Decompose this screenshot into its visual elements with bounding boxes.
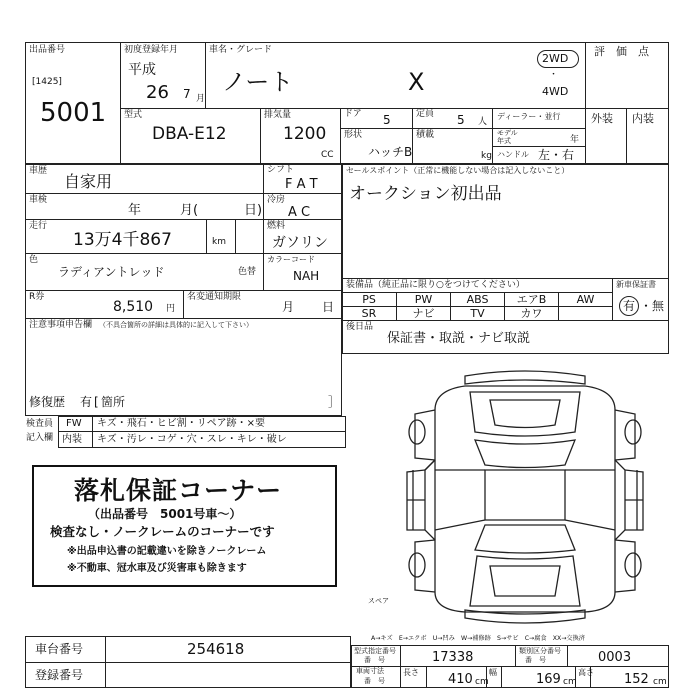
equipment-row-1 bbox=[342, 292, 612, 307]
spare-label: スペア bbox=[368, 597, 389, 605]
inspector-label-1: 検査員 bbox=[26, 419, 54, 429]
warranty-sep: ・ bbox=[640, 299, 653, 313]
capacity-label: 定員 bbox=[416, 109, 435, 119]
displacement: 1200 bbox=[283, 124, 327, 144]
cc-unit: CC bbox=[321, 150, 334, 160]
sales-label: セールスポイント（正常に機能しない場合は記入しないこと） bbox=[346, 166, 570, 175]
drive-2wd: 2WD bbox=[542, 52, 569, 65]
first-reg-month: 7 bbox=[183, 87, 191, 101]
body-label: 形状 bbox=[344, 130, 363, 140]
equipment-row-2 bbox=[342, 306, 612, 321]
fw-label: FW bbox=[66, 418, 82, 429]
width-unit: cm bbox=[563, 677, 577, 687]
model: DBA-E12 bbox=[152, 124, 227, 144]
stamp-line3: ※不動車、冠水車及び災害車も除きます bbox=[67, 563, 247, 574]
model-label: 型式 bbox=[124, 110, 143, 120]
year-unit: 年 bbox=[570, 135, 580, 145]
lot-no-label: 出品番号 bbox=[29, 45, 66, 55]
displacement-label: 排気量 bbox=[264, 110, 292, 120]
handle-label: ハンドル bbox=[497, 150, 529, 159]
repair-spot: 箇所 bbox=[101, 395, 126, 409]
era: 平成 bbox=[128, 62, 156, 78]
repair-bracket-close: ］ bbox=[328, 395, 341, 409]
int-items: キズ・汚レ・コゲ・穴・スレ・キレ・破レ bbox=[97, 434, 287, 445]
recycle-label: R券 bbox=[29, 292, 45, 302]
size-label: 車両寸法 bbox=[356, 667, 384, 675]
car-name-label: 車名・グレード bbox=[209, 45, 273, 55]
warranty-no: 無 bbox=[652, 299, 665, 313]
body: ハッチB bbox=[368, 145, 413, 159]
model-year-label: モデル 年式 bbox=[497, 129, 518, 145]
warranty-yes: 有 bbox=[623, 299, 636, 313]
equip-blank bbox=[558, 307, 612, 321]
int-label: 内装 bbox=[62, 434, 82, 445]
address-change-label: 名変通知期限 bbox=[187, 292, 242, 302]
addr-month: 月 bbox=[282, 300, 295, 314]
reg-label: 登録番号 bbox=[35, 668, 84, 682]
handle: 左・右 bbox=[538, 148, 575, 162]
insp-month: 月( bbox=[180, 203, 199, 218]
km-unit: km bbox=[212, 237, 226, 247]
equip-sr: SR bbox=[361, 307, 377, 320]
use: 自家用 bbox=[64, 172, 113, 191]
sales: オークション初出品 bbox=[349, 184, 502, 204]
width-label: 幅 bbox=[489, 668, 497, 677]
car-name: ノート bbox=[222, 68, 294, 96]
equip-tv: TV bbox=[450, 307, 504, 321]
score-label: 評 価 点 bbox=[594, 45, 649, 58]
type-spec: 17338 bbox=[432, 650, 474, 665]
interior-label: 内装 bbox=[632, 112, 654, 125]
insp-day: 日) bbox=[244, 203, 263, 218]
mileage: 13万4千867 bbox=[73, 230, 172, 250]
lot-sub: [1425] bbox=[32, 77, 62, 87]
repair-label: 修復歴 bbox=[29, 395, 66, 409]
stamp-line2: ※出品申込書の記載違いを除きノークレーム bbox=[67, 546, 267, 557]
use-label: 車歴 bbox=[29, 166, 48, 176]
dealer-label: ディーラー・並行 bbox=[497, 112, 561, 121]
cooler-label: 冷房 bbox=[267, 195, 286, 205]
first-reg-label: 初度登録年月 bbox=[124, 45, 179, 55]
doors: 5 bbox=[383, 113, 391, 127]
yen-unit: 円 bbox=[166, 304, 176, 314]
type-spec-sub: 番 号 bbox=[364, 656, 385, 664]
shift: F A T bbox=[285, 177, 318, 192]
lot-no: 5001 bbox=[40, 98, 107, 128]
month-unit: 月 bbox=[196, 94, 206, 104]
fw-items: キズ・飛石・ヒビ割・リペア跡・×要 bbox=[97, 418, 265, 429]
stamp-line1: 検査なし・ノークレームのコーナーです bbox=[50, 524, 275, 539]
mileage-label: 走行 bbox=[29, 221, 48, 231]
chassis-label: 車台番号 bbox=[35, 642, 84, 656]
fuel-label: 燃料 bbox=[267, 221, 286, 231]
damage-legend: A→キズ E→エクボ U→凹み W→補修跡 S→サビ C→腐食 XX→交換済 bbox=[371, 635, 585, 642]
insp-year: 年 bbox=[128, 203, 142, 218]
person-unit: 人 bbox=[478, 117, 488, 127]
notes-hint: （不具合箇所の詳細は具体的に記入して下さい） bbox=[99, 321, 253, 329]
color-change-label: 色替 bbox=[238, 267, 257, 277]
chassis: 254618 bbox=[187, 640, 245, 658]
grade: X bbox=[408, 68, 425, 96]
color-code-label: カラーコード bbox=[267, 255, 315, 264]
afterparts: 保証書・取説・ナビ取説 bbox=[387, 331, 531, 346]
cooler: A C bbox=[288, 205, 311, 220]
load-label: 積載 bbox=[416, 130, 435, 140]
exterior-label: 外装 bbox=[591, 112, 613, 125]
inspector-label-2: 記入欄 bbox=[26, 433, 54, 443]
door-label: ドア bbox=[344, 109, 362, 119]
equip-navi: ナビ bbox=[396, 307, 450, 321]
equip-abs: ABS bbox=[450, 293, 504, 307]
addr-day: 日 bbox=[322, 300, 335, 314]
height-label: 高さ bbox=[578, 668, 594, 677]
class: 0003 bbox=[598, 650, 632, 665]
length: 410 bbox=[448, 672, 473, 687]
width: 169 bbox=[536, 672, 561, 687]
stamp-title: 落札保証コーナー bbox=[74, 476, 283, 505]
kg-unit: kg bbox=[481, 151, 492, 161]
notes-label: 注意事項申告欄 bbox=[29, 320, 93, 330]
inspection-label: 車検 bbox=[29, 195, 48, 205]
recycle: 8,510 bbox=[113, 299, 154, 315]
repair-bracket-open: [ bbox=[94, 395, 99, 409]
color-label: 色 bbox=[29, 255, 39, 265]
drive-4wd: 4WD bbox=[542, 85, 569, 98]
shift-label: シフト bbox=[267, 165, 295, 175]
repair: 有 bbox=[80, 395, 93, 409]
equipment-label: 装備品（純正品に限り○をつけてください） bbox=[346, 280, 525, 290]
class-sub: 番 号 bbox=[525, 656, 546, 664]
equip-ps: PS bbox=[362, 293, 376, 306]
capacity: 5 bbox=[457, 113, 465, 127]
first-reg-year: 26 bbox=[146, 82, 169, 103]
drive-dot: ・ bbox=[549, 70, 559, 80]
equip-pw: PW bbox=[396, 293, 450, 307]
size-sub: 番 号 bbox=[364, 677, 385, 685]
equip-airbag: エアB bbox=[504, 293, 558, 307]
length-unit: cm bbox=[475, 677, 489, 687]
height-unit: cm bbox=[653, 677, 667, 687]
car-damage-diagram bbox=[395, 370, 655, 632]
afterparts-label: 後日品 bbox=[346, 322, 374, 332]
equip-aw: AW bbox=[558, 293, 612, 307]
new-warranty-label: 新車保証書 bbox=[616, 280, 656, 289]
stamp-sub: （出品番号 5001号車～） bbox=[88, 507, 242, 521]
equip-leather: カワ bbox=[504, 307, 558, 321]
color-code: NAH bbox=[293, 269, 320, 283]
length-label: 長さ bbox=[403, 668, 419, 677]
class-label: 類別区分番号 bbox=[519, 647, 561, 655]
color: ラディアントレッド bbox=[58, 265, 165, 279]
height: 152 bbox=[624, 672, 649, 687]
type-spec-label: 型式指定番号 bbox=[354, 647, 396, 655]
fuel: ガソリン bbox=[272, 235, 328, 251]
